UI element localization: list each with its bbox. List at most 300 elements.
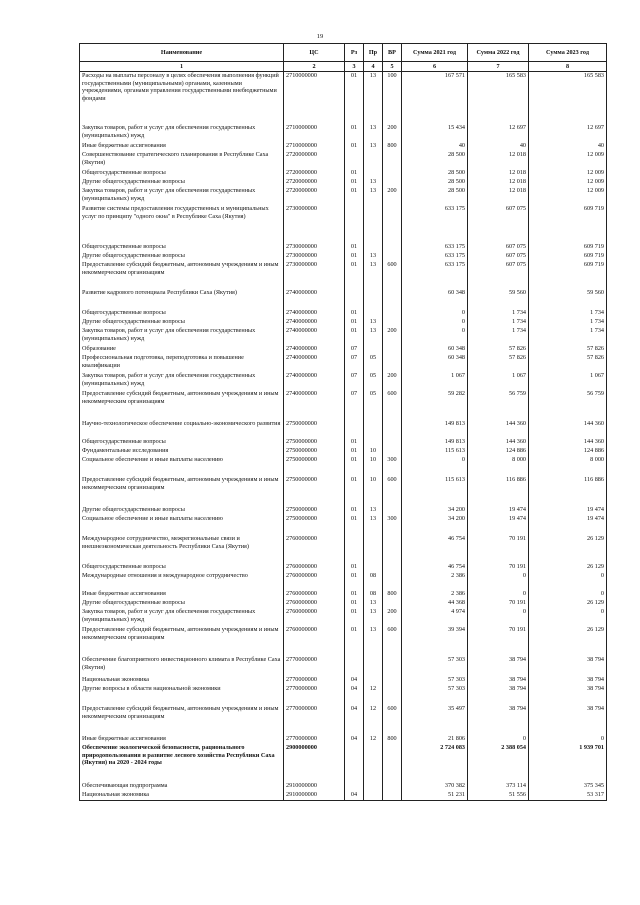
row-vr xyxy=(383,447,402,456)
row-name: Другие общегосударственные вопросы xyxy=(80,252,284,261)
row-rz xyxy=(345,205,364,243)
row-amount-2023: 0 xyxy=(529,590,607,599)
row-amount-2023: 12 009 xyxy=(529,178,607,187)
row-pr xyxy=(364,420,383,438)
row-cs: 2740000000 xyxy=(284,318,345,327)
row-pr: 10 xyxy=(364,456,383,476)
row-name: Социальное обеспечение и иные выплаты населению xyxy=(80,515,284,535)
row-vr xyxy=(383,563,402,572)
row-pr xyxy=(364,791,383,801)
row-amount-2021: 57 303 xyxy=(402,676,468,685)
row-rz: 07 xyxy=(345,372,364,390)
table-row xyxy=(80,261,607,289)
table-row xyxy=(80,438,607,447)
row-amount-2021: 57 303 xyxy=(402,685,468,705)
page-number: 19 xyxy=(316,33,324,40)
row-cs: 2750000000 xyxy=(284,438,345,447)
row-amount-2023: 165 583 xyxy=(529,72,607,125)
row-amount-2021: 46 754 xyxy=(402,535,468,563)
table-row xyxy=(80,354,607,372)
row-rz: 01 xyxy=(345,506,364,515)
row-pr: 08 xyxy=(364,572,383,590)
row-name: Иные бюджетные ассигнования xyxy=(80,142,284,151)
row-cs: 2720000000 xyxy=(284,169,345,178)
row-vr xyxy=(383,420,402,438)
row-vr: 600 xyxy=(383,705,402,735)
table-row xyxy=(80,309,607,318)
col-header-pr: Пр xyxy=(364,44,383,62)
row-vr xyxy=(383,151,402,169)
row-amount-2021: 0 xyxy=(402,456,468,476)
row-amount-2023: 26 129 xyxy=(529,563,607,572)
row-vr xyxy=(383,599,402,608)
row-rz: 04 xyxy=(345,676,364,685)
col-number: 3 xyxy=(345,62,364,72)
table-row xyxy=(80,289,607,309)
row-pr xyxy=(364,438,383,447)
row-rz: 01 xyxy=(345,327,364,345)
row-amount-2023: 0 xyxy=(529,735,607,744)
row-name: Профессиональная подготовка, переподготовка и повышение квалификации xyxy=(80,354,284,372)
row-pr: 13 xyxy=(364,515,383,535)
row-pr: 13 xyxy=(364,124,383,142)
row-amount-2022: 2 388 054 xyxy=(468,744,529,782)
row-amount-2023: 609 719 xyxy=(529,261,607,289)
row-amount-2023: 0 xyxy=(529,608,607,626)
row-amount-2021: 51 231 xyxy=(402,791,468,801)
row-amount-2023: 53 317 xyxy=(529,791,607,801)
row-amount-2021: 115 613 xyxy=(402,476,468,506)
row-rz: 01 xyxy=(345,261,364,289)
row-name: Национальная экономика xyxy=(80,676,284,685)
table-row xyxy=(80,744,607,782)
row-amount-2021: 40 xyxy=(402,142,468,151)
row-cs: 2730000000 xyxy=(284,205,345,243)
row-amount-2022: 38 794 xyxy=(468,705,529,735)
table-row xyxy=(80,124,607,142)
row-vr: 800 xyxy=(383,142,402,151)
row-amount-2021: 34 200 xyxy=(402,506,468,515)
row-amount-2021: 149 813 xyxy=(402,420,468,438)
row-vr xyxy=(383,572,402,590)
row-rz: 01 xyxy=(345,476,364,506)
row-pr xyxy=(364,243,383,252)
row-amount-2023: 124 886 xyxy=(529,447,607,456)
row-pr xyxy=(364,169,383,178)
row-amount-2022: 116 886 xyxy=(468,476,529,506)
row-amount-2021: 46 754 xyxy=(402,563,468,572)
row-pr: 13 xyxy=(364,187,383,205)
row-amount-2022: 1 067 xyxy=(468,372,529,390)
row-amount-2022: 12 018 xyxy=(468,151,529,169)
row-amount-2023: 116 886 xyxy=(529,476,607,506)
row-amount-2021: 2 386 xyxy=(402,572,468,590)
row-cs: 2730000000 xyxy=(284,252,345,261)
row-rz: 01 xyxy=(345,438,364,447)
row-amount-2021: 149 813 xyxy=(402,438,468,447)
row-rz: 01 xyxy=(345,243,364,252)
row-vr: 200 xyxy=(383,187,402,205)
row-vr: 800 xyxy=(383,735,402,744)
row-cs: 2710000000 xyxy=(284,72,345,125)
row-cs: 2910000000 xyxy=(284,791,345,801)
row-amount-2021: 633 175 xyxy=(402,243,468,252)
table-row xyxy=(80,187,607,205)
row-amount-2023: 56 759 xyxy=(529,390,607,420)
row-amount-2023: 19 474 xyxy=(529,506,607,515)
row-name: Другие вопросы в области национальной экономики xyxy=(80,685,284,705)
row-pr xyxy=(364,151,383,169)
row-amount-2021: 35 497 xyxy=(402,705,468,735)
row-cs: 2720000000 xyxy=(284,151,345,169)
row-rz: 01 xyxy=(345,187,364,205)
column-number-row xyxy=(80,62,607,72)
row-pr: 13 xyxy=(364,626,383,656)
row-pr: 13 xyxy=(364,608,383,626)
table-row xyxy=(80,243,607,252)
row-cs: 2740000000 xyxy=(284,345,345,354)
row-cs: 2760000000 xyxy=(284,599,345,608)
row-cs: 2900000000 xyxy=(284,744,345,782)
row-amount-2023: 12 697 xyxy=(529,124,607,142)
row-cs: 2750000000 xyxy=(284,456,345,476)
row-name: Общегосударственные вопросы xyxy=(80,309,284,318)
row-vr xyxy=(383,354,402,372)
row-vr xyxy=(383,318,402,327)
row-rz: 01 xyxy=(345,169,364,178)
row-rz: 01 xyxy=(345,252,364,261)
row-amount-2023: 12 009 xyxy=(529,187,607,205)
row-amount-2023: 57 826 xyxy=(529,354,607,372)
row-amount-2022: 12 018 xyxy=(468,178,529,187)
row-cs: 2770000000 xyxy=(284,676,345,685)
col-number: 1 xyxy=(80,62,284,72)
row-amount-2022: 144 360 xyxy=(468,420,529,438)
row-vr xyxy=(383,685,402,705)
row-rz xyxy=(345,782,364,791)
row-amount-2021: 2 724 083 xyxy=(402,744,468,782)
row-vr xyxy=(383,744,402,782)
table-row xyxy=(80,345,607,354)
row-cs: 2750000000 xyxy=(284,476,345,506)
row-pr: 05 xyxy=(364,354,383,372)
col-header-2022: Сумма 2022 год xyxy=(468,44,529,62)
row-vr xyxy=(383,252,402,261)
row-amount-2022: 607 075 xyxy=(468,243,529,252)
row-name: Фундаментальные исследования xyxy=(80,447,284,456)
row-pr xyxy=(364,676,383,685)
row-cs: 2710000000 xyxy=(284,124,345,142)
row-amount-2023: 144 360 xyxy=(529,438,607,447)
row-rz xyxy=(345,656,364,676)
row-amount-2023: 26 129 xyxy=(529,535,607,563)
row-pr: 05 xyxy=(364,372,383,390)
table-row xyxy=(80,72,607,125)
table-row xyxy=(80,252,607,261)
col-number: 7 xyxy=(468,62,529,72)
row-pr: 13 xyxy=(364,327,383,345)
row-pr xyxy=(364,345,383,354)
row-rz: 04 xyxy=(345,791,364,801)
row-vr xyxy=(383,309,402,318)
row-vr xyxy=(383,656,402,676)
row-cs: 2740000000 xyxy=(284,289,345,309)
row-amount-2022: 70 191 xyxy=(468,563,529,572)
row-amount-2022: 607 075 xyxy=(468,252,529,261)
header-row xyxy=(80,44,607,62)
row-name: Национальная экономика xyxy=(80,791,284,801)
row-amount-2023: 26 129 xyxy=(529,626,607,656)
row-cs: 2770000000 xyxy=(284,656,345,676)
row-pr: 13 xyxy=(364,506,383,515)
row-amount-2021: 2 386 xyxy=(402,590,468,599)
row-cs: 2740000000 xyxy=(284,354,345,372)
row-rz: 01 xyxy=(345,590,364,599)
row-cs: 2750000000 xyxy=(284,515,345,535)
row-vr xyxy=(383,289,402,309)
table-row xyxy=(80,420,607,438)
row-amount-2022: 56 759 xyxy=(468,390,529,420)
row-cs: 2760000000 xyxy=(284,563,345,572)
row-name: Закупка товаров, работ и услуг для обеспечения государственных (муниципальных) нужд xyxy=(80,187,284,205)
row-amount-2022: 607 075 xyxy=(468,205,529,243)
row-cs: 2730000000 xyxy=(284,243,345,252)
row-cs: 2720000000 xyxy=(284,178,345,187)
row-vr: 200 xyxy=(383,124,402,142)
row-amount-2022: 0 xyxy=(468,735,529,744)
row-amount-2021: 60 348 xyxy=(402,354,468,372)
row-vr xyxy=(383,791,402,801)
row-amount-2021: 4 974 xyxy=(402,608,468,626)
table-body xyxy=(80,72,607,801)
row-rz: 07 xyxy=(345,354,364,372)
row-amount-2022: 12 018 xyxy=(468,169,529,178)
row-vr: 600 xyxy=(383,476,402,506)
row-name: Общегосударственные вопросы xyxy=(80,243,284,252)
row-name: Развитие системы предоставления государственных и муниципальных услуг по принципу "одного окна" в Республике Саха (Якутия) xyxy=(80,205,284,243)
table-row xyxy=(80,515,607,535)
table-row xyxy=(80,169,607,178)
row-amount-2023: 12 009 xyxy=(529,169,607,178)
table-row xyxy=(80,390,607,420)
row-name: Предоставление субсидий бюджетным, автономным учреждениям и иным некоммерческим организациям xyxy=(80,626,284,656)
row-amount-2022: 38 794 xyxy=(468,676,529,685)
row-amount-2021: 115 613 xyxy=(402,447,468,456)
row-pr: 13 xyxy=(364,318,383,327)
row-amount-2022: 1 734 xyxy=(468,327,529,345)
col-header-vr: ВР xyxy=(383,44,402,62)
row-vr: 800 xyxy=(383,590,402,599)
table-row xyxy=(80,608,607,626)
table-row xyxy=(80,506,607,515)
budget-table xyxy=(79,43,607,801)
col-header-cs: ЦС xyxy=(284,44,345,62)
row-amount-2021: 59 282 xyxy=(402,390,468,420)
row-amount-2023: 38 794 xyxy=(529,676,607,685)
row-amount-2023: 38 794 xyxy=(529,705,607,735)
row-amount-2022: 1 734 xyxy=(468,309,529,318)
row-amount-2021: 15 434 xyxy=(402,124,468,142)
table-row xyxy=(80,205,607,243)
row-pr: 13 xyxy=(364,142,383,151)
row-pr: 13 xyxy=(364,261,383,289)
table-row xyxy=(80,456,607,476)
table-row xyxy=(80,318,607,327)
row-name: Закупка товаров, работ и услуг для обеспечения государственных (муниципальных) нужд xyxy=(80,608,284,626)
row-amount-2023: 59 560 xyxy=(529,289,607,309)
row-amount-2022: 70 191 xyxy=(468,626,529,656)
col-number: 2 xyxy=(284,62,345,72)
row-vr xyxy=(383,243,402,252)
row-vr: 200 xyxy=(383,372,402,390)
row-vr: 300 xyxy=(383,515,402,535)
row-rz: 01 xyxy=(345,124,364,142)
row-amount-2022: 1 734 xyxy=(468,318,529,327)
col-header-name: Наименование xyxy=(80,44,284,62)
row-amount-2021: 57 303 xyxy=(402,656,468,676)
row-amount-2023: 40 xyxy=(529,142,607,151)
row-rz: 04 xyxy=(345,685,364,705)
table-row xyxy=(80,599,607,608)
table-row xyxy=(80,535,607,563)
row-amount-2021: 44 368 xyxy=(402,599,468,608)
table-row xyxy=(80,782,607,791)
row-amount-2023: 1 734 xyxy=(529,318,607,327)
row-name: Образование xyxy=(80,345,284,354)
row-amount-2021: 28 500 xyxy=(402,169,468,178)
row-cs: 2770000000 xyxy=(284,705,345,735)
row-pr: 10 xyxy=(364,447,383,456)
row-rz: 01 xyxy=(345,72,364,125)
row-pr xyxy=(364,309,383,318)
row-name: Общегосударственные вопросы xyxy=(80,438,284,447)
row-rz xyxy=(345,535,364,563)
table-row xyxy=(80,572,607,590)
row-name: Предоставление субсидий бюджетным, автономным учреждениям и иным некоммерческим организациям xyxy=(80,476,284,506)
row-rz: 01 xyxy=(345,447,364,456)
row-pr xyxy=(364,205,383,243)
row-name: Общегосударственные вопросы xyxy=(80,563,284,572)
row-vr: 200 xyxy=(383,327,402,345)
row-amount-2021: 0 xyxy=(402,309,468,318)
row-amount-2021: 21 806 xyxy=(402,735,468,744)
row-vr xyxy=(383,438,402,447)
row-pr: 08 xyxy=(364,590,383,599)
row-cs: 2710000000 xyxy=(284,142,345,151)
table-row xyxy=(80,656,607,676)
row-vr xyxy=(383,506,402,515)
col-number: 5 xyxy=(383,62,402,72)
row-name: Развитие кадрового потенциала Республики Саха (Якутия) xyxy=(80,289,284,309)
row-amount-2021: 0 xyxy=(402,318,468,327)
row-vr: 200 xyxy=(383,608,402,626)
table-row xyxy=(80,705,607,735)
row-amount-2023: 19 474 xyxy=(529,515,607,535)
row-vr xyxy=(383,676,402,685)
row-cs: 2750000000 xyxy=(284,447,345,456)
row-vr: 300 xyxy=(383,456,402,476)
row-name: Обеспечивающая подпрограмма xyxy=(80,782,284,791)
row-amount-2022: 144 360 xyxy=(468,438,529,447)
row-amount-2021: 0 xyxy=(402,327,468,345)
row-amount-2023: 609 719 xyxy=(529,243,607,252)
row-cs: 2740000000 xyxy=(284,327,345,345)
row-amount-2023: 0 xyxy=(529,572,607,590)
row-pr: 10 xyxy=(364,476,383,506)
row-amount-2022: 57 826 xyxy=(468,345,529,354)
table-row xyxy=(80,735,607,744)
row-name: Совершенствование стратегического планирования в Республике Саха (Якутия) xyxy=(80,151,284,169)
row-amount-2022: 8 000 xyxy=(468,456,529,476)
row-cs: 2910000000 xyxy=(284,782,345,791)
row-pr: 13 xyxy=(364,252,383,261)
row-amount-2021: 1 067 xyxy=(402,372,468,390)
row-vr xyxy=(383,169,402,178)
row-vr: 600 xyxy=(383,390,402,420)
row-name: Предоставление субсидий бюджетным, автономным учреждениям и иным некоммерческим организациям xyxy=(80,390,284,420)
row-pr: 12 xyxy=(364,685,383,705)
row-pr xyxy=(364,289,383,309)
row-cs: 2720000000 xyxy=(284,187,345,205)
col-number: 8 xyxy=(529,62,607,72)
row-vr xyxy=(383,178,402,187)
row-amount-2021: 633 175 xyxy=(402,261,468,289)
col-header-rz: Рз xyxy=(345,44,364,62)
row-amount-2022: 57 826 xyxy=(468,354,529,372)
row-pr: 05 xyxy=(364,390,383,420)
row-cs: 2740000000 xyxy=(284,309,345,318)
row-amount-2022: 607 075 xyxy=(468,261,529,289)
row-rz xyxy=(345,420,364,438)
row-amount-2022: 373 114 xyxy=(468,782,529,791)
row-amount-2022: 0 xyxy=(468,572,529,590)
row-vr xyxy=(383,205,402,243)
row-amount-2023: 1 939 701 xyxy=(529,744,607,782)
row-name: Закупка товаров, работ и услуг для обеспечения государственных (муниципальных) нужд xyxy=(80,327,284,345)
row-amount-2022: 59 560 xyxy=(468,289,529,309)
row-pr xyxy=(364,535,383,563)
row-name: Обеспечение экологической безопасности, рационального природопользования и развитие лесного хозяйства Республики Саха (Якутия) на 2020 - 2024 годы xyxy=(80,744,284,782)
row-pr xyxy=(364,563,383,572)
row-name: Иные бюджетные ассигнования xyxy=(80,735,284,744)
row-name: Социальное обеспечение и иные выплаты населению xyxy=(80,456,284,476)
row-name: Закупка товаров, работ и услуг для обеспечения государственных (муниципальных) нужд xyxy=(80,124,284,142)
row-amount-2023: 1 734 xyxy=(529,327,607,345)
row-name: Международные отношения и международное сотрудничество xyxy=(80,572,284,590)
row-amount-2023: 26 129 xyxy=(529,599,607,608)
row-pr: 13 xyxy=(364,178,383,187)
row-amount-2022: 40 xyxy=(468,142,529,151)
row-pr xyxy=(364,656,383,676)
row-cs: 2740000000 xyxy=(284,372,345,390)
table-row xyxy=(80,791,607,801)
row-rz: 01 xyxy=(345,563,364,572)
row-amount-2021: 633 175 xyxy=(402,252,468,261)
row-rz: 07 xyxy=(345,345,364,354)
row-pr: 13 xyxy=(364,72,383,125)
row-rz: 04 xyxy=(345,735,364,744)
row-rz: 01 xyxy=(345,572,364,590)
row-pr xyxy=(364,744,383,782)
row-amount-2022: 70 191 xyxy=(468,535,529,563)
table-row xyxy=(80,676,607,685)
row-name: Международное сотрудничество, межрегиональные связи и внешнеэкономическая деятельность Республики Саха (Якутия) xyxy=(80,535,284,563)
row-amount-2022: 12 697 xyxy=(468,124,529,142)
row-amount-2022: 51 556 xyxy=(468,791,529,801)
row-amount-2022: 19 474 xyxy=(468,506,529,515)
table-row xyxy=(80,476,607,506)
col-number: 6 xyxy=(402,62,468,72)
